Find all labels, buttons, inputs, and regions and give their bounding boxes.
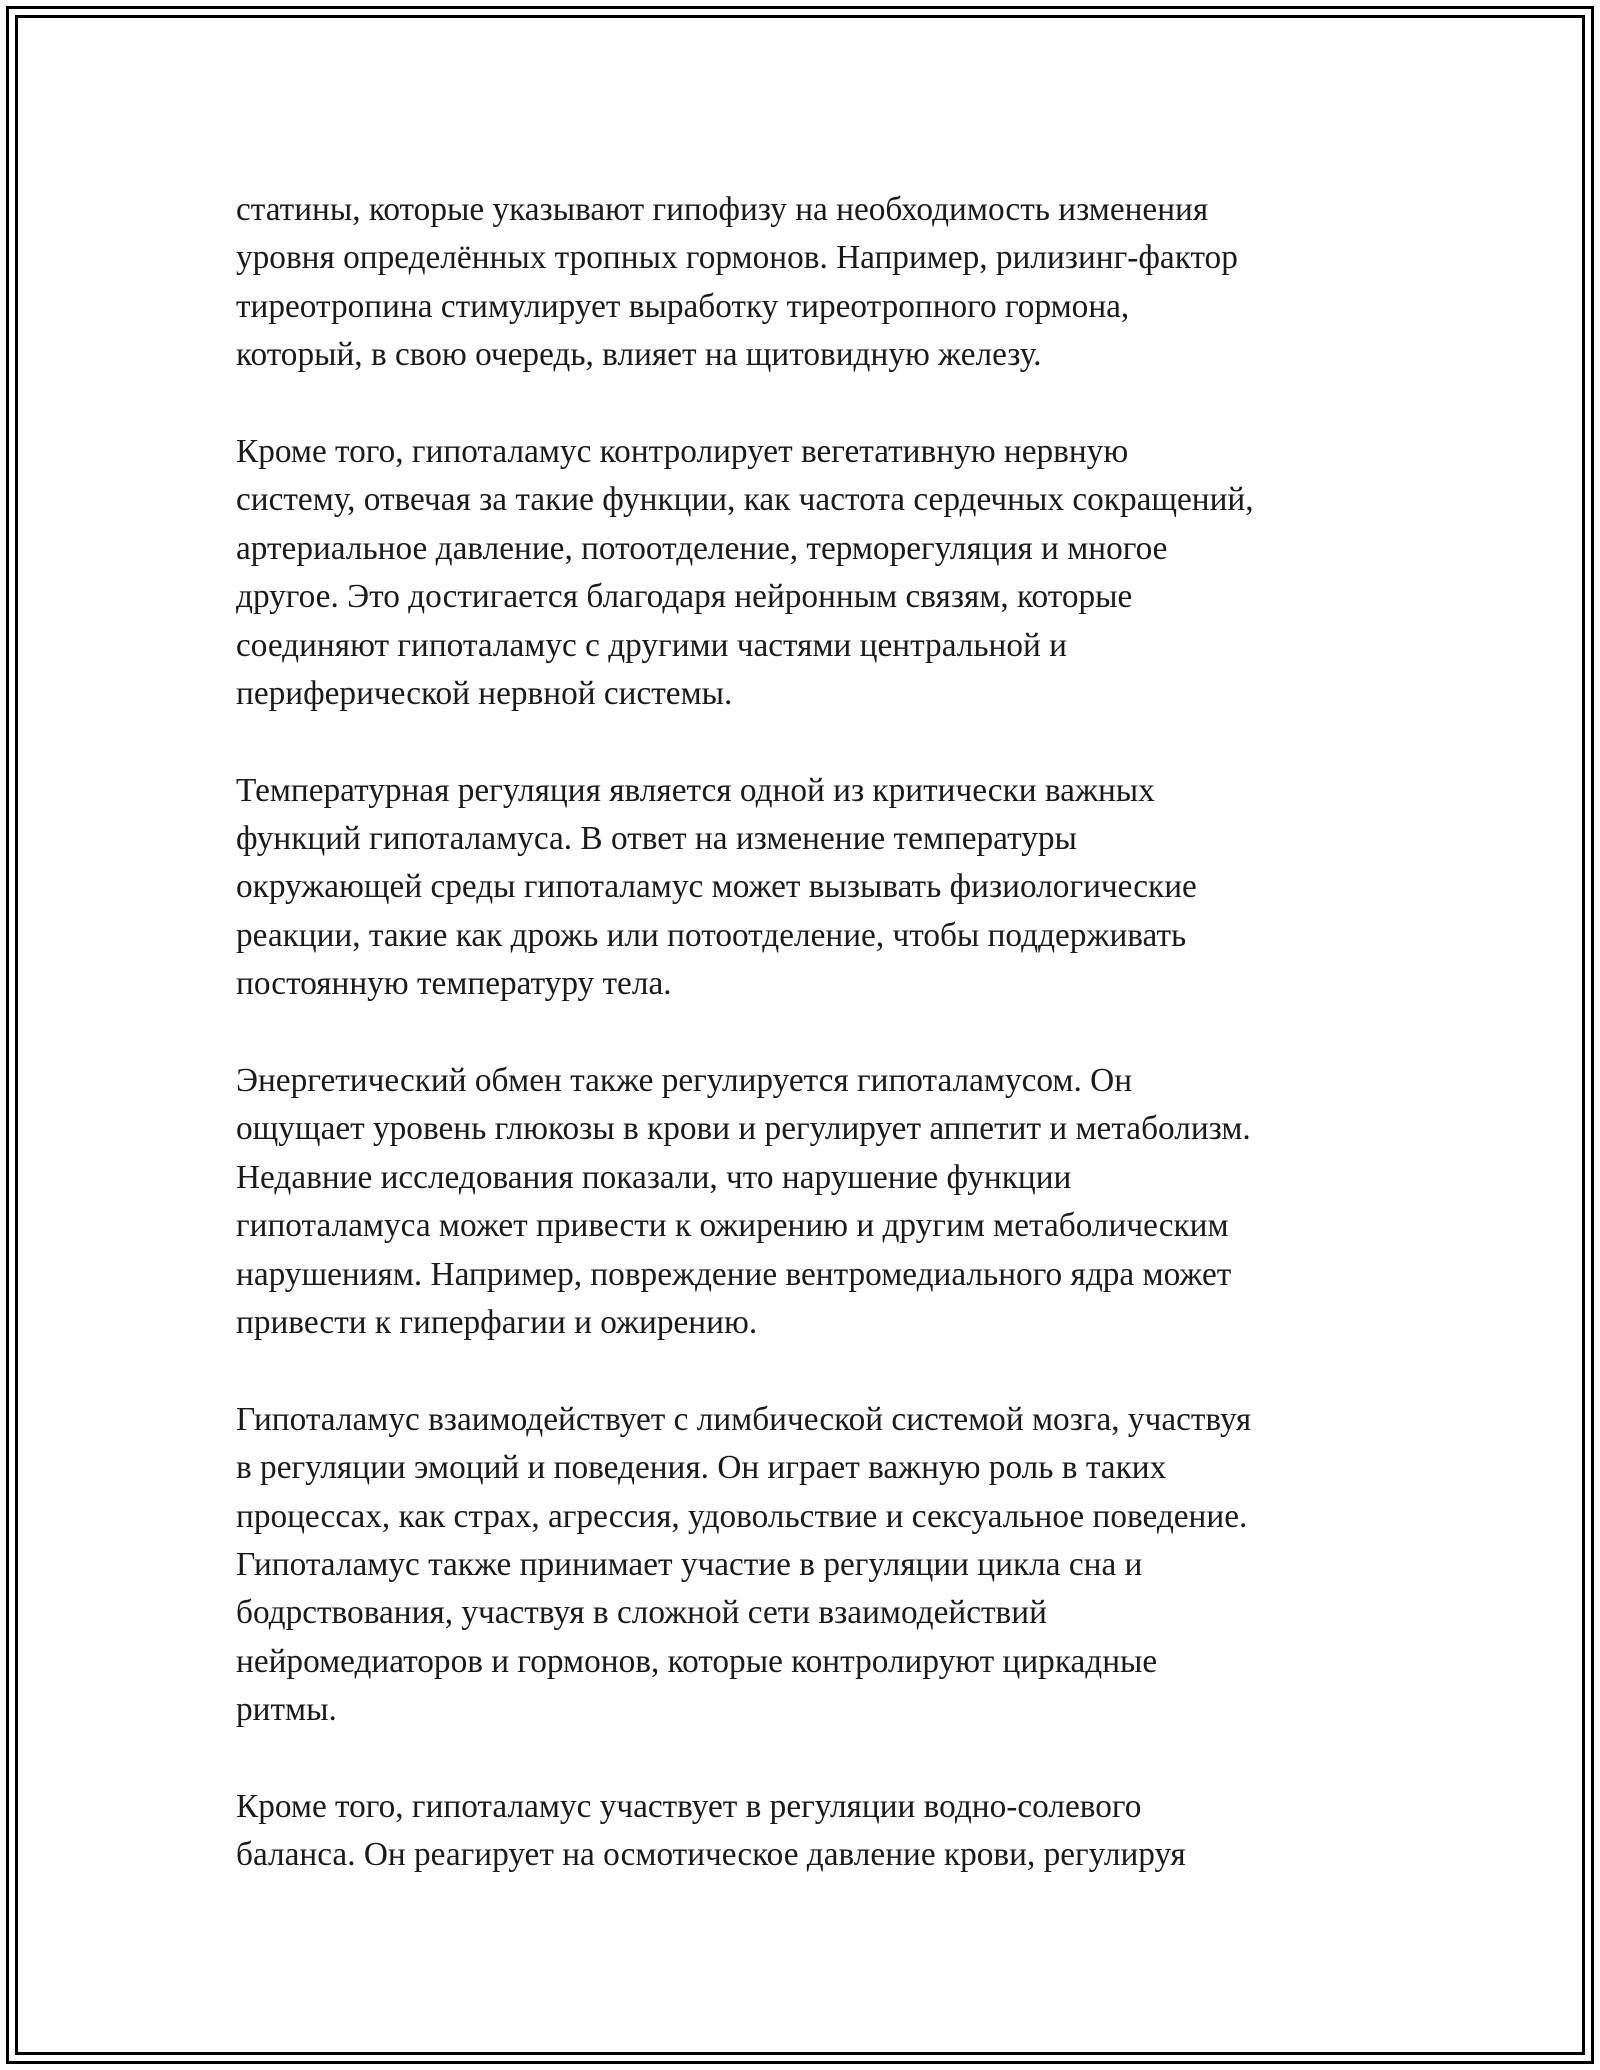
paragraph-spacer: [236, 1009, 1376, 1057]
text-line: тиреотропина стимулирует выработку тиреотропного гормона,: [236, 287, 1130, 325]
text-line: уровня определённых тропных гормонов. Например, рилизинг-фактор: [236, 239, 1238, 277]
document-body: [236, 186, 1376, 1880]
text-line: ощущает уровень глюкозы в крови и регулирует аппетит и метаболизм.: [236, 1110, 1251, 1148]
text-line: окружающей среды гипоталамус может вызывать физиологические: [236, 868, 1197, 906]
paragraph: [236, 1057, 1376, 1347]
text-line: периферической нервной системы.: [236, 674, 733, 712]
text-line: Кроме того, гипоталамус контролирует вегетативную нервную: [236, 432, 1129, 470]
paragraph: [236, 767, 1376, 1009]
paragraph: [236, 1396, 1376, 1735]
text-line: Температурная регуляция является одной из критически важных: [236, 771, 1155, 809]
text-line: который, в свою очередь, влияет на щитовидную железу.: [236, 336, 1042, 374]
text-line: систему, отвечая за такие функции, как частота сердечных сокращений,: [236, 481, 1254, 519]
text-line: артериальное давление, потоотделение, терморегуляция и многое: [236, 529, 1168, 567]
paragraph-spacer: [236, 1735, 1376, 1783]
paragraph-spacer: [236, 718, 1376, 766]
text-line: в регуляции эмоций и поведения. Он играет важную роль в таких: [236, 1449, 1167, 1487]
paragraph-spacer: [236, 380, 1376, 428]
text-line: Гипоталамус также принимает участие в регуляции цикла сна и: [236, 1545, 1143, 1583]
text-line: статины, которые указывают гипофизу на необходимость изменения: [236, 191, 1209, 228]
text-line: Гипоталамус взаимодействует с лимбической системой мозга, участвуя: [236, 1400, 1252, 1438]
text-line: функций гипоталамуса. В ответ на изменение температуры: [236, 820, 1077, 858]
text-line: привести к гиперфагии и ожирению.: [236, 1303, 758, 1341]
text-line: соединяют гипоталамус с другими частями центральной и: [236, 626, 1067, 664]
paragraph: [236, 428, 1376, 718]
paragraph-spacer: [236, 1347, 1376, 1395]
text-line: другое. Это достигается благодаря нейронным связям, которые: [236, 578, 1133, 616]
text-line: гипоталамуса может привести к ожирению и другим метаболическим: [236, 1207, 1229, 1245]
text-line: процессах, как страх, агрессия, удовольствие и сексуальное поведение.: [236, 1497, 1248, 1535]
text-line: Кроме того, гипоталамус участвует в регуляции водно-солевого: [236, 1787, 1142, 1825]
text-line: Недавние исследования показали, что нарушение функции: [236, 1158, 1072, 1196]
paragraph: [236, 186, 1376, 380]
text-line: бодрствования, участвуя в сложной сети взаимодействий: [236, 1594, 1047, 1632]
text-line: реакции, такие как дрожь или потоотделение, чтобы поддерживать: [236, 916, 1187, 954]
text-line: ритмы.: [236, 1691, 337, 1729]
text-line: баланса. Он реагирует на осмотическое давление крови, регулируя: [236, 1836, 1186, 1874]
text-line: нейромедиаторов и гормонов, которые контролируют циркадные: [236, 1642, 1158, 1680]
text-line: Энергетический обмен также регулируется гипоталамусом. Он: [236, 1062, 1133, 1100]
text-line: постоянную температуру тела.: [236, 965, 672, 1003]
text-line: нарушениям. Например, повреждение вентромедиального ядра может: [236, 1255, 1232, 1293]
paragraph: [236, 1783, 1376, 1880]
